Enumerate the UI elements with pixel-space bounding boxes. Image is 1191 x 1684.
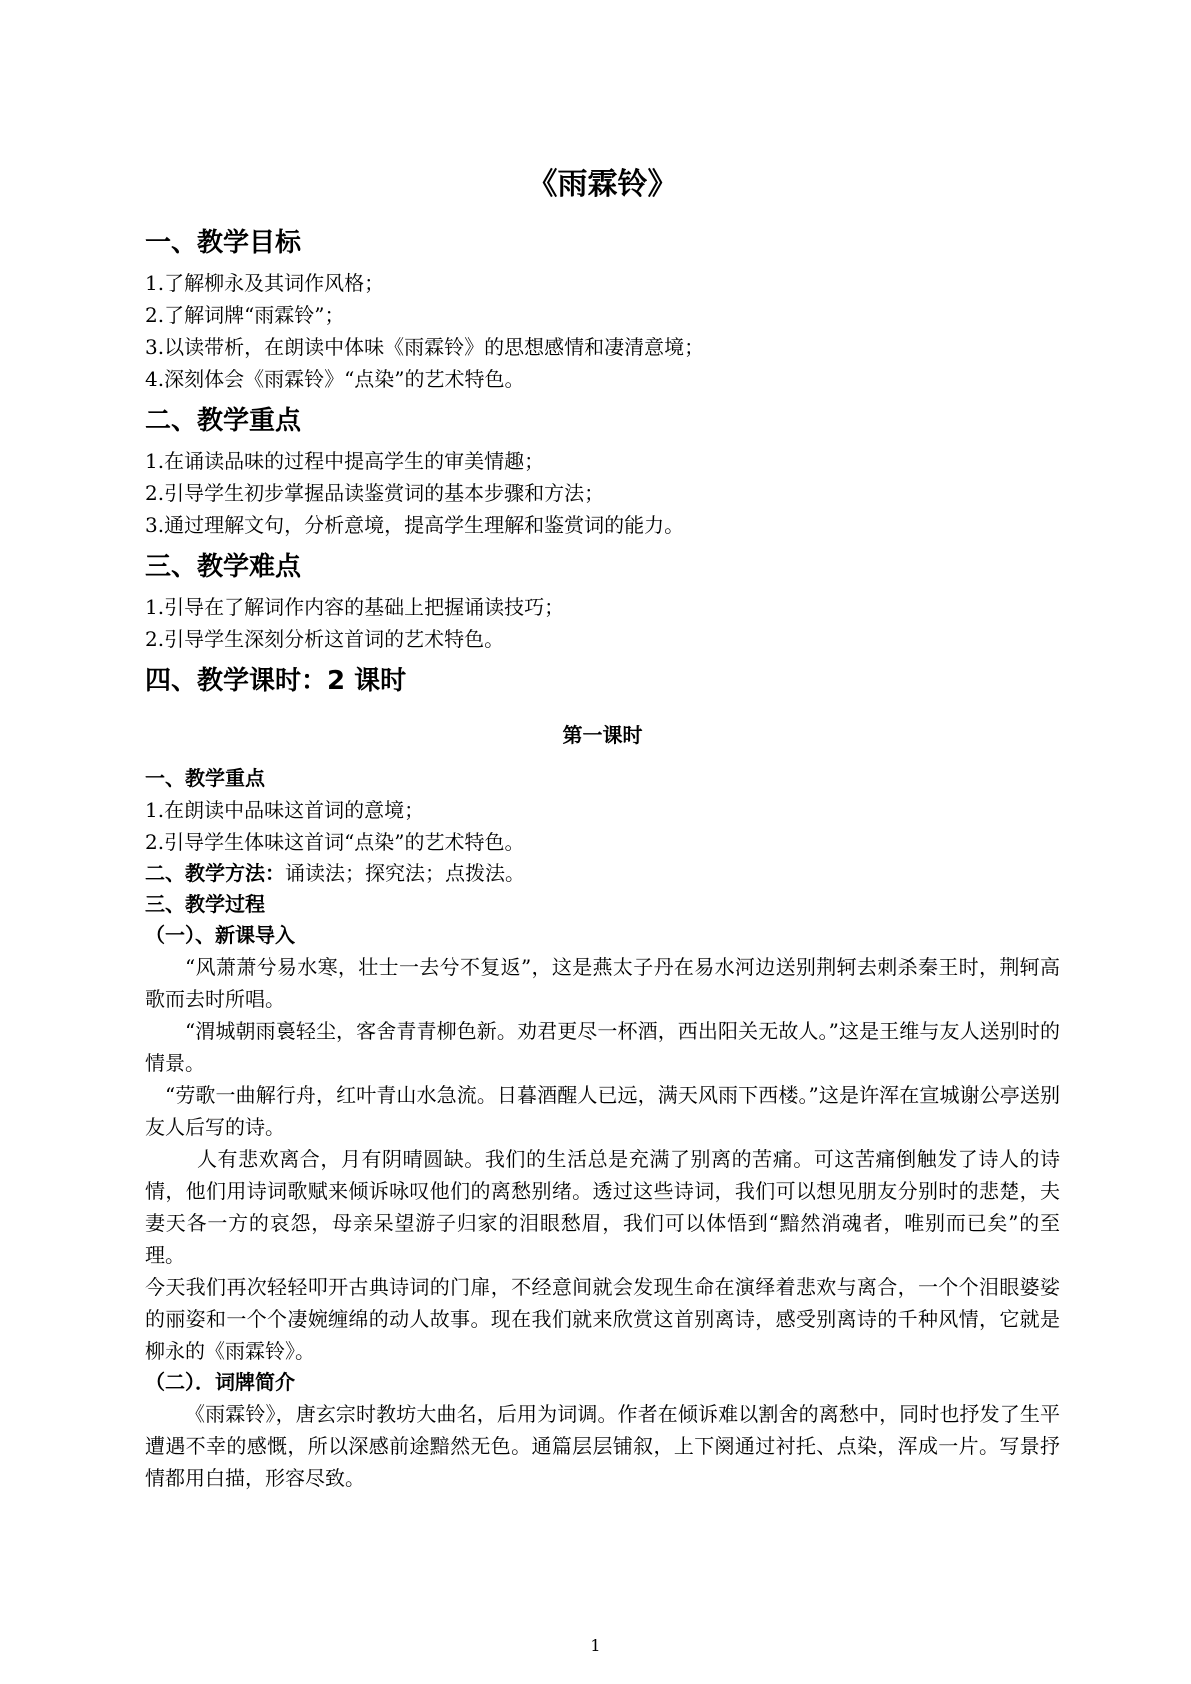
lesson-method-line <box>145 858 1060 889</box>
intro-paragraph: 今天我们再次轻轻叩开古典诗词的门扉，不经意间就会发现生命在演绎着悲欢与离合，一个个泪眼婆娑的丽姿和一个个凄婉缠绵的动人故事。现在我们就来欣赏这首别离诗，感受别离诗的千种风情，它就是柳永的《雨霖铃》。 <box>145 1275 1060 1363</box>
difficulty-item: 2.引导学生深刻分析这首词的艺术特色。 <box>145 627 505 651</box>
lesson-key-heading: 一、教学重点 <box>145 766 265 790</box>
intro-paragraph: 人有悲欢离合，月有阴晴圆缺。我们的生活总是充满了别离的苦痛。可这苦痛倒触发了诗人的诗情，他们用诗词歌赋来倾诉咏叹他们的离愁别绪。透过这些诗词，我们可以想见朋友分别时的悲楚，夫妻天各一方的哀怨，母亲呆望游子归家的泪眼愁眉，我们可以体悟到“黯然消魂者，唯别而已矣”的至理。 <box>145 1147 1060 1267</box>
lesson-key-item: 2.引导学生体味这首词“点染”的艺术特色。 <box>145 830 525 854</box>
heading-class-hours: 四、教学课时：2 课时 <box>145 666 407 696</box>
lesson-title: 第一课时 <box>562 723 643 747</box>
difficulty-item: 1.引导在了解词作内容的基础上把握诵读技巧； <box>145 595 565 619</box>
intro-heading: （一）、新课导入 <box>145 923 295 947</box>
lesson-key-item: 1.在朗读中品味这首词的意境； <box>145 798 425 822</box>
heading-key-points: 二、教学重点 <box>145 406 302 436</box>
cipai-heading: （二）．词牌简介 <box>145 1370 295 1394</box>
intro-paragraph: “劳歌一曲解行舟，红叶青山水急流。日暮酒醒人已远，满天风雨下西楼。”这是许浑在宣城谢公亭送别友人后写的诗。 <box>145 1083 1060 1139</box>
lesson-process-heading: 三、教学过程 <box>145 892 265 916</box>
intro-paragraph: “渭城朝雨裛轻尘，客舍青青柳色新。劝君更尽一杯酒，西出阳关无故人。”这是王维与友人送别时的情景。 <box>145 1019 1060 1075</box>
document-title: 《雨霖铃》 <box>527 167 678 202</box>
page-content <box>145 165 1060 1494</box>
heading-difficulties: 三、教学难点 <box>145 552 302 582</box>
lesson-method-label: 二、教学方法： <box>145 861 285 885</box>
page-number: 1 <box>590 1636 601 1655</box>
cipai-paragraph: 《雨霖铃》，唐玄宗时教坊大曲名，后用为词调。作者在倾诉难以割舍的离愁中，同时也抒发了生平遭遇不幸的感慨，所以深感前途黯然无色。通篇层层铺叙，上下阕通过衬托、点染，浑成一片。写景抒情都用白描，形容尽致。 <box>145 1402 1060 1490</box>
lesson-method-text: 诵读法；探究法；点拨法。 <box>285 861 525 885</box>
heading-teaching-goals: 一、教学目标 <box>145 228 302 258</box>
key-point-item: 1.在诵读品味的过程中提高学生的审美情趣； <box>145 449 545 473</box>
intro-paragraph: “风萧萧兮易水寒，壮士一去兮不复返”，这是燕太子丹在易水河边送别荆轲去刺杀秦王时，荆轲高歌而去时所唱。 <box>145 955 1060 1011</box>
goal-item: 2.了解词牌“雨霖铃”； <box>145 303 345 327</box>
goal-item: 4.深刻体会《雨霖铃》“点染”的艺术特色。 <box>145 367 525 391</box>
goal-item: 1.了解柳永及其词作风格； <box>145 271 385 295</box>
key-point-item: 3.通过理解文句，分析意境，提高学生理解和鉴赏词的能力。 <box>145 513 685 537</box>
goal-item: 3.以读带析，在朗读中体味《雨霖铃》的思想感情和凄清意境； <box>145 335 705 359</box>
key-point-item: 2.引导学生初步掌握品读鉴赏词的基本步骤和方法； <box>145 481 605 505</box>
